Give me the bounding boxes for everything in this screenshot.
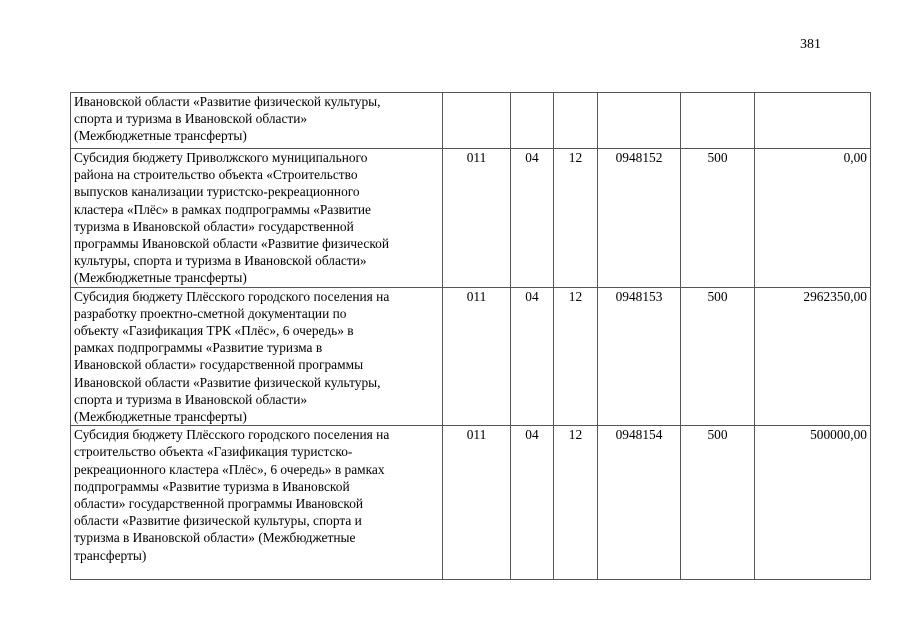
target-cell: 0948154 (598, 426, 681, 580)
expense-type-cell: 500 (681, 149, 755, 288)
description-cell (71, 426, 443, 580)
expense-type-cell: 500 (681, 287, 755, 426)
description-line: Ивановской области «Развитие физической культуры, (74, 374, 381, 390)
expense-type-cell: 500 (681, 426, 755, 580)
section-cell: 04 (511, 426, 554, 580)
description-line: рекреационного кластера «Плёс», 6 очередь» в рамках (74, 461, 385, 477)
description-line: (Межбюджетные трансферты) (74, 409, 247, 425)
subsection-cell: 12 (554, 287, 598, 426)
description-line: объекту «Газификация ТРК «Плёс», 6 очередь» в (74, 323, 354, 339)
description-line: Субсидия бюджету Плёсского городского поселения на (74, 288, 390, 304)
description-line: туризма в Ивановской области» (Межбюджетные (74, 530, 356, 546)
page-number: 381 (800, 37, 821, 52)
target-cell: 0948152 (598, 149, 681, 288)
description-line: туризма в Ивановской области» государственной (74, 218, 354, 234)
budget-table (70, 92, 871, 580)
table-row (71, 149, 871, 288)
description-line: (Межбюджетные трансферты) (74, 128, 247, 144)
admin-cell (443, 93, 511, 149)
amount-cell: 500000,00 (755, 426, 871, 580)
table-row (71, 426, 871, 580)
subsection-cell: 12 (554, 149, 598, 288)
target-cell: 0948153 (598, 287, 681, 426)
amount-cell: 2962350,00 (755, 287, 871, 426)
target-cell (598, 93, 681, 149)
section-cell (511, 93, 554, 149)
description-line: рамках подпрограммы «Развитие туризма в (74, 340, 323, 356)
description-line: Субсидия бюджету Плёсского городского поселения на (74, 427, 390, 443)
description-cell (71, 287, 443, 426)
description-line: выпусков канализации туристско-рекреационного (74, 184, 360, 200)
description-line: области «Развитие физической культуры, спорта и (74, 513, 362, 529)
description-line: разработку проектно-сметной документации по (74, 305, 347, 321)
description-line: спорта и туризма в Ивановской области» (74, 111, 308, 127)
admin-cell: 011 (443, 287, 511, 426)
description-line: трансферты) (74, 547, 147, 563)
table-row (71, 287, 871, 426)
description-line: (Межбюджетные трансферты) (74, 270, 247, 286)
description-line: культуры, спорта и туризма в Ивановской области» (74, 253, 367, 269)
section-cell: 04 (511, 287, 554, 426)
description-line: кластера «Плёс» в рамках подпрограммы «Развитие (74, 201, 371, 217)
description-line: района на строительство объекта «Строительство (74, 167, 358, 183)
description-cell (71, 93, 443, 149)
amount-cell (755, 93, 871, 149)
description-line: Ивановской области» государственной программы (74, 357, 364, 373)
amount-cell: 0,00 (755, 149, 871, 288)
description-line: области» государственной программы Ивановской (74, 496, 364, 512)
subsection-cell (554, 93, 598, 149)
description-cell (71, 149, 443, 288)
section-cell: 04 (511, 149, 554, 288)
admin-cell: 011 (443, 149, 511, 288)
description-line: подпрограммы «Развитие туризма в Ивановской (74, 478, 350, 494)
expense-type-cell (681, 93, 755, 149)
description-line: Ивановской области «Развитие физической культуры, (74, 94, 381, 109)
admin-cell: 011 (443, 426, 511, 580)
description-line: программы Ивановской области «Развитие физической (74, 236, 390, 252)
table-row (71, 93, 871, 149)
description-line: Субсидия бюджету Приволжского муниципального (74, 150, 368, 165)
description-line: строительство объекта «Газификация туристско- (74, 444, 353, 460)
description-line: спорта и туризма в Ивановской области» (74, 391, 308, 407)
subsection-cell: 12 (554, 426, 598, 580)
